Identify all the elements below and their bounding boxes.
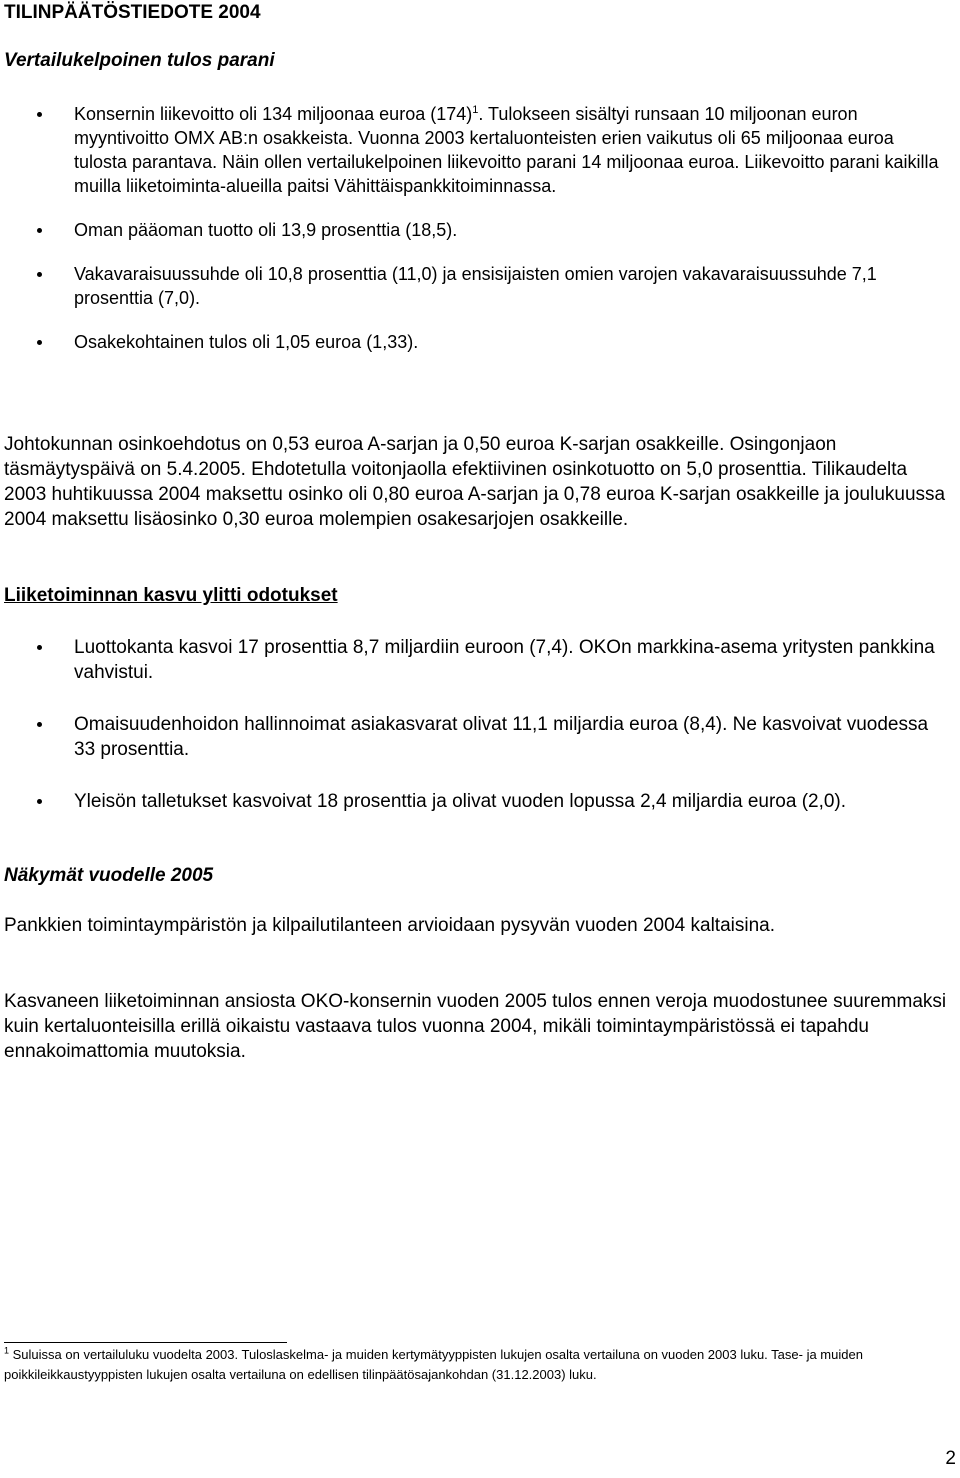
list-item [0,330,960,354]
section-subtitle: Vertailukelpoinen tulos parani [4,50,275,71]
growth-heading: Liiketoiminnan kasvu ylitti odotukset [4,585,338,606]
dividend-paragraph: Johtokunnan osinkoehdotus on 0,53 euroa A-sarjan ja 0,50 euroa K-sarjan osakkeille. Osingonjaon täsmäytyspäivä on 5.4.2005. Ehdotetulla voitonjaolla efektiivinen osinkotuotto on 5,0 prosenttia. Tilikaudelta 2003 huhtikuussa 2004 maksettu osinko oli 0,80 euroa A-sarjan ja 0,78 euroa K-sarjan osakkeille ja joulukuussa 2004 maksettu lisäosinko 0,30 euroa molempien osakesarjojen osakkeille. [4,434,946,530]
list-item [0,262,960,310]
bullet-icon [37,340,42,345]
outlook-paragraph: Kasvaneen liiketoiminnan ansiosta OKO-konsernin vuoden 2005 tulos ennen veroja muodostunee suuremmaksi kuin kertaluonteisilla erillä oikaistu vastaava tulos vuonna 2004, mikäli toimintaympäristössä ei tapahdu ennakoimattomia muutoksia. [4,991,947,1062]
list-item-text: Oman pääoman tuotto oli 13,9 prosenttia (18,5). [74,220,458,240]
list-item [0,218,960,242]
footnote-divider [4,1342,287,1343]
list-item-text: Luottokanta kasvoi 17 prosenttia 8,7 miljardiin euroon (7,4). OKOn markkina-asema yritysten pankkina vahvistui. [74,637,935,683]
list-item-text-continued: . Tulokseen sisältyi runsaan 10 miljoonan euron myyntivoitto OMX AB:n osakkeista. Vuonna 2003 kertaluonteisten erien vaikutus oli 65 miljoonaa euroa tulosta parantava. Näin ollen vertailukelpoinen liikevoitto parani 14 miljoonaa euroa. Liikevoitto parani kaikilla muilla liiketoiminta-alueilla paitsi Vähittäispankkitoiminnassa. [74,104,939,196]
page-number: 2 [945,1448,956,1469]
list-item [0,789,960,814]
bullet-icon [37,799,42,804]
bullet-icon [37,722,42,727]
key-figures-list [0,102,960,374]
bullet-icon [37,228,42,233]
list-item [0,635,960,685]
bullet-icon [37,645,42,650]
list-item [0,712,960,762]
list-item-text: Konsernin liikevoitto oli 134 miljoonaa euroa (174) [74,104,473,124]
list-item-text: Yleisön talletukset kasvoivat 18 prosenttia ja olivat vuoden lopussa 2,4 miljardia euroa (2,0). [74,791,847,812]
footnote-text: Suluissa on vertailuluku vuodelta 2003. Tuloslaskelma- ja muiden kertymätyyppisten lukujen osalta vertailuna on vuoden 2003 luku. Tase- ja muiden poikkileikkaustyyppisten lukujen osalta vertailuna on edellisen tilinpäätösajankohdan (31.12.2003) luku. [4,1347,863,1382]
list-item-text: Osakekohtainen tulos oli 1,05 euroa (1,33). [74,332,419,352]
footnote [4,1345,954,1385]
list-item-text: Omaisuudenhoidon hallinnoimat asiakasvarat olivat 11,1 miljardia euroa (8,4). Ne kasvoivat vuodessa 33 prosenttia. [74,714,929,760]
bullet-icon [37,112,42,117]
document-title: TILINPÄÄTÖSTIEDOTE 2004 [4,2,261,23]
footnote-marker: 1 [4,1345,10,1356]
list-item-text: Vakavaraisuussuhde oli 10,8 prosenttia (11,0) ja ensisijaisten omien varojen vakavaraisuussuhde 7,1 prosenttia (7,0). [74,264,877,308]
bullet-icon [37,272,42,277]
list-item [0,102,960,198]
outlook-heading: Näkymät vuodelle 2005 [4,865,214,886]
outlook-paragraph: Pankkien toimintaympäristön ja kilpailutilanteen arvioidaan pysyvän vuoden 2004 kaltaisina. [4,915,776,936]
footnote-reference: 1 [472,104,479,116]
growth-list [0,635,960,841]
